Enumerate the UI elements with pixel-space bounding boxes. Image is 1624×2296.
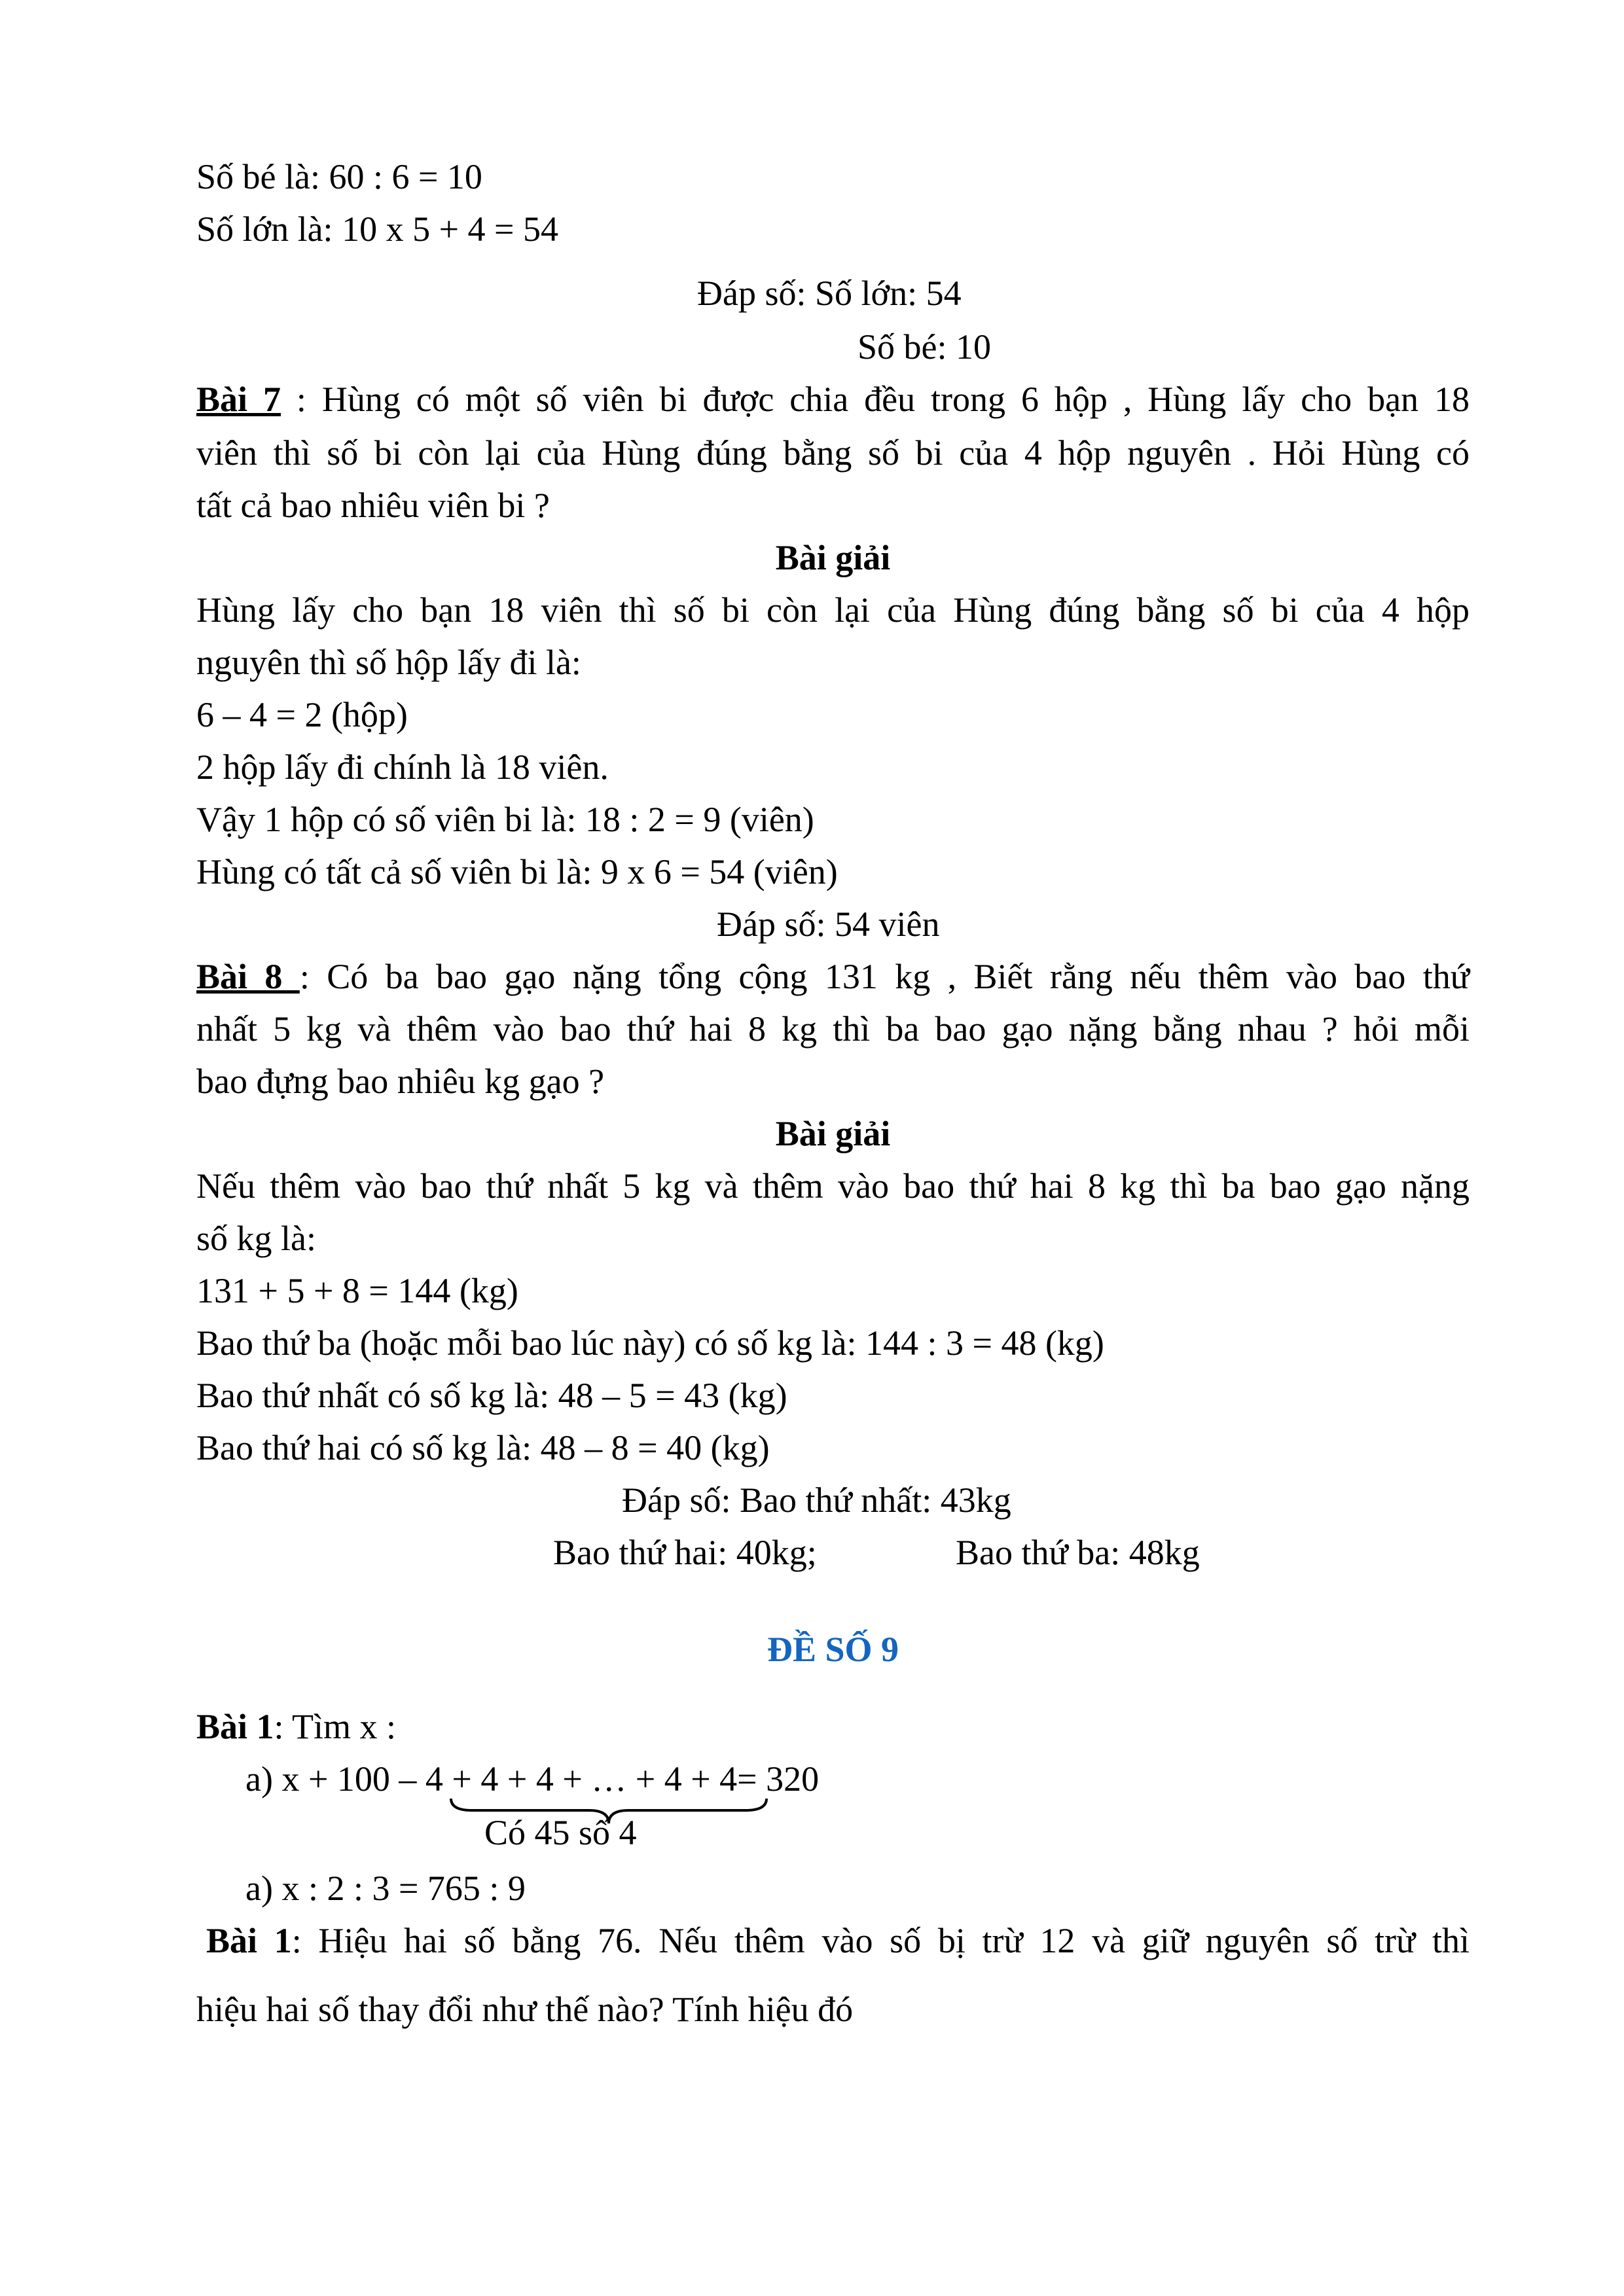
- answer-line: Số bé: 10: [857, 327, 992, 367]
- bai7-answer: Đáp số: 54 viên: [717, 905, 940, 944]
- bai7-solution-line: 2 hộp lấy đi chính là 18 viên.: [196, 747, 609, 787]
- bai7-solution-heading: Bài giải: [775, 538, 891, 577]
- bai7-label: Bài 7: [196, 380, 281, 419]
- bai7-solution-line: Hùng lấy cho bạn 18 viên thì số bi còn lại của Hùng đúng bằng số bi của 4 hộp: [196, 590, 1470, 630]
- de9-bai1b-line: hiệu hai số thay đổi như thế nào? Tính hiệu đó: [196, 1990, 854, 2029]
- bai8-answer: Đáp số: Bao thứ nhất: 43kg: [622, 1480, 1011, 1520]
- de9-bai1b-line: Bài 1: Hiệu hai số bằng 76. Nếu thêm vào số bị trừ 12 và giữ nguyên số trừ thì: [206, 1921, 1470, 1960]
- bai7-solution-line: nguyên thì số hộp lấy đi là:: [196, 643, 581, 682]
- bai8-solution-line: 131 + 5 + 8 = 144 (kg): [196, 1271, 518, 1310]
- bai7-question-line: tất cả bao nhiêu viên bi ?: [196, 486, 550, 525]
- answer-line: Đáp số: Số lớn: 54: [697, 274, 962, 313]
- de9-bai1-line: Bài 1: Tìm x :: [196, 1707, 397, 1746]
- bai8-solution-line: số kg là:: [196, 1219, 316, 1258]
- large-number-line: Số lớn là: 10 x 5 + 4 = 54: [196, 209, 558, 249]
- de9-bai1b-label: Bài 1: [206, 1921, 292, 1960]
- bai7-solution-line: Hùng có tất cả số viên bi là: 9 x 6 = 54 (viên): [196, 852, 838, 891]
- bai7-question-line: Bài 7 : Hùng có một số viên bi được chia đều trong 6 hộp , Hùng lấy cho bạn 18: [196, 380, 1470, 419]
- bai8-solution-line: Nếu thêm vào bao thứ nhất 5 kg và thêm vào bao thứ hai 8 kg thì ba bao gạo nặng: [196, 1166, 1470, 1206]
- bai8-solution-heading: Bài giải: [775, 1114, 891, 1153]
- bai8-solution-line: Bao thứ ba (hoặc mỗi bao lúc này) có số kg là: 144 : 3 = 48 (kg): [196, 1323, 1104, 1363]
- bai7-solution-line: 6 – 4 = 2 (hộp): [196, 695, 408, 734]
- de9-part-a: a) x + 100 – 4 + 4 + 4 + … + 4 + 4= 320: [245, 1759, 820, 1799]
- bai8-question-line: nhất 5 kg và thêm vào bao thứ hai 8 kg thì ba bao gạo nặng bằng nhau ? hỏi mỗi: [196, 1009, 1470, 1049]
- bai8-question-line: Bài 8 : Có ba bao gạo nặng tổng cộng 131 kg , Biết rằng nếu thêm vào bao thứ: [196, 957, 1470, 996]
- de9-bai1-label: Bài 1: [196, 1707, 274, 1746]
- bai8-answer: Bao thứ ba: 48kg: [956, 1533, 1200, 1572]
- bai8-question-line: bao đựng bao nhiêu kg gạo ?: [196, 1062, 605, 1101]
- brace-label: Có 45 số 4: [484, 1813, 637, 1852]
- de9-part-b: a) x : 2 : 3 = 765 : 9: [245, 1869, 526, 1908]
- de-so-9-heading: ĐỀ SỐ 9: [767, 1630, 899, 1669]
- bai7-solution-line: Vậy 1 hộp có số viên bi là: 18 : 2 = 9 (viên): [196, 800, 814, 839]
- bai8-label: Bài 8: [196, 957, 300, 996]
- bai7-question-line: viên thì số bi còn lại của Hùng đúng bằng số bi của 4 hộp nguyên . Hỏi Hùng có: [196, 433, 1470, 473]
- bai8-solution-line: Bao thứ nhất có số kg là: 48 – 5 = 43 (kg): [196, 1376, 787, 1415]
- bai8-solution-line: Bao thứ hai có số kg là: 48 – 8 = 40 (kg): [196, 1428, 770, 1467]
- small-number-line: Số bé là: 60 : 6 = 10: [196, 157, 482, 196]
- bai8-answer: Bao thứ hai: 40kg;: [553, 1533, 817, 1572]
